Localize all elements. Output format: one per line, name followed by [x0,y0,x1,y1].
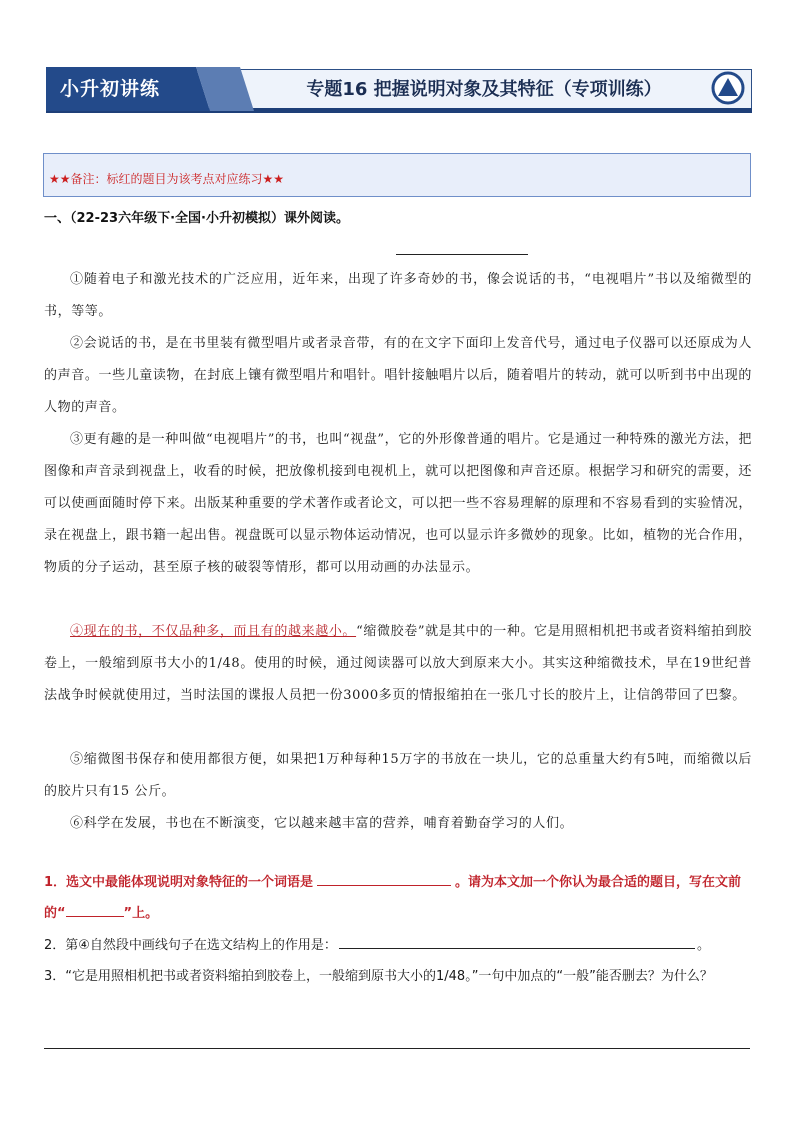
question-3: 3．“它是用照相机把书或者资料缩拍到胶卷上，一般缩到原书大小的1/48。”一句中加点的“一般”能否删去？为什么？ [44,969,713,984]
note-box [43,153,751,197]
section-heading: 一、（22-23六年级下·全国·小升初模拟）课外阅读。 [44,211,349,226]
question-1-part-b: 。请为本文加一个你认为最合适的题目，写在文前的“ [44,875,742,921]
title-blank-line [396,253,528,255]
answer-line-3[interactable] [44,1047,750,1049]
paragraph-4-rest: “缩微胶卷”就是其中的一种。它是用照相机把书或者资料缩拍到胶卷上，一般缩到原书大小的1/48。使用的时候，通过阅读器可以放大到原来大小。其实这种缩微技术，早在19世纪普法战争时候就使用过，当时法国的谍报人员把一份3000多页的情报缩拍在一张几寸长的胶片上，让信鸽带回了巴黎。 [44,624,752,703]
paragraph-3: ③更有趣的是一种叫做“电视唱片”的书，也叫“视盘”，它的外形像普通的唱片。它是通过一种特殊的激光方法，把图像和声音录到视盘上，收看的时候，把放像机接到电视机上，就可以把图像和声音还原。根据学习和研究的需要，还可以使画面随时停下来。出版某种重要的学术著作或者论文，可以把一些不容易理解的原理和不容易看到的实验情况，录在视盘上，跟书籍一起出售。视盘既可以显示物体运动情况，也可以显示许多微妙的现象。比如，植物的光合作用，物质的分子运动，甚至原子核的破裂等情形，都可以用动画的办法显示。 [44,432,752,575]
answer-blank-title[interactable] [66,904,124,917]
header-tab-label: 小升初讲练 [60,78,161,100]
paragraph-2: ②会说话的书，是在书里装有微型唱片或者录音带，有的在文字下面印上发音代号，通过电子仪器可以还原成为人的声音。一些儿童读物，在封底上镶有微型唱片和唱针。唱针接触唱片以后，随着唱片的转动，就可以听到书中出现的人物的声音。 [44,336,752,415]
question-2 [44,930,752,961]
note-text: ★★备注：标红的题目为该考点对应练习★★ [49,172,285,186]
question-1-part-c: ”上。 [123,906,159,921]
paragraph-5: ⑤缩微图书保存和使用都很方便，如果把1万种每种15万字的书放在一块儿，它的总重量大约有5吨，而缩微以后的胶片只有15 公斤。 [44,752,752,799]
header-banner [46,67,752,111]
question-2-part-a: 2．第④自然段中画线句子在选文结构上的作用是： [44,938,337,953]
underlined-sentence: ④现在的书，不仅品种多，而且有的越来越小。 [70,624,357,639]
question-2-part-b: 。 [696,938,710,953]
paragraph-1: ①随着电子和激光技术的广泛应用，近年来，出现了许多奇妙的书，像会说话的书，“电视唱片”书以及缩微型的书，等等。 [44,272,752,319]
paragraph-4 [44,616,752,712]
page-title: 专题16 把握说明对象及其特征（专项训练） [306,79,662,100]
paragraph-6: ⑥科学在发展，书也在不断演变，它以越来越丰富的营养，哺育着勤奋学习的人们。 [70,816,574,831]
triangle-logo-icon [711,71,745,105]
question-1-part-a: 1．选文中最能体现说明对象特征的一个词语是 [44,875,314,890]
answer-blank-1[interactable] [317,873,451,886]
question-1 [44,867,752,929]
answer-blank-2[interactable] [339,936,695,949]
